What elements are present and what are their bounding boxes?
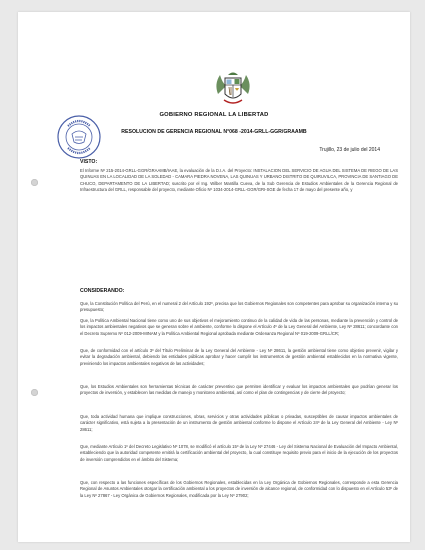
paragraph-visto: El Informe Nº 215-2014-GRLL-GGR/GRAAMB/IAAE, la evaluación de la D.I.A. del Proyecto: INSTALACION DEL SERVICIO DE AGUA DEL SISTEMA DE RIEGO DE LAS QUINUAS EN LA LOCALIDAD DE LA SOLEDAD - CAMARA PIEDRA NOVENA, LAS QUINUAS Y URBANO DISTRITO DE QUIRUVILCA, PROVINCIA DE SANTIAGO DE CHUCO, DEPARTAMENTO DE LA LIBERTAD; suscrito por el Ing. Wilber Mantilla Cueva, de la Sub Gerencia de Estudios Ambientales de la Gerencia Regional de Infraestructura del GRLL, responsable del proyecto, mediante Oficio Nº 1034-2014-GRLL-GGR/GRI-SGE de fecha 17 de mayo del presente año, y: [80, 168, 398, 193]
resolution-number: RESOLUCION DE GERENCIA REGIONAL N°068 -2014-GRLL-GGR/GRAAMB: [121, 129, 307, 135]
document-page: [18, 12, 410, 542]
document-issuer: GOBIERNO REGIONAL LA LIBERTAD: [159, 112, 269, 118]
section-heading-visto: VISTO:: [80, 159, 98, 165]
paragraph: Que, toda actividad humana que implique construcciones, obras, servicios y otras actividades públicas o privadas, susceptibles de causar impactos ambientales de carácter significativo, está sujeta a la presentación de un instrumento de gestión ambiental conforme lo dispone el Artículo 24º de la Ley General del Ambiente - Ley Nº 28611;: [80, 414, 398, 432]
paragraph: Que, la Política Ambiental Nacional tiene como uno de sus objetivos el mejoramiento continuo de la calidad de vida de las personas, mediante la prevención y control de los impactos ambientales negativos que se generan sobre el ambiente, conforme lo dispone el Artículo 4º de la Ley General del Ambiente, Ley Nº 28611; concordante con el Decreto Supremo Nº 012-2009-MINAM y la Política Ambiental Regional aprobada mediante Ordenanza Regional Nº 019-2009-GRLL/CR;: [80, 318, 398, 336]
punch-hole: [31, 389, 38, 396]
paragraph: Que, mediante Artículo 1º del Decreto Legislativo Nº 1078, se modificó el artículo 15º de la Ley Nº 27446 - Ley del Sistema Nacional de Evaluación del Impacto Ambiental, estableciendo que la autoridad competente emitirá la certificación ambiental del proyecto, la cual constituye requisito previo para el inicio de la ejecución de los proyectos de inversión comprendidos en el ámbito del Sistema;: [80, 444, 398, 462]
section-heading-considerando: CONSIDERANDO:: [80, 288, 125, 294]
paragraph: Que, con respecto a las funciones específicas de los Gobiernos Regionales, establecidas en la Ley Orgánica de Gobiernos Regionales, corresponde a esta Gerencia Regional de Asuntos Ambientales otorgar la certificación ambiental a los proyectos de inversión de alcance regional, de conformidad con lo dispuesto en el Artículo 53º de la Ley Nº 27867 - Ley Orgánica de Gobiernos Regionales, modificada por la Ley Nº 27902;: [80, 480, 398, 498]
gobierno-regional-seal-icon: [56, 114, 102, 160]
peru-coat-of-arms-icon: [210, 66, 256, 112]
punch-hole: [31, 179, 38, 186]
paragraph: Que, de conformidad con el artículo 3º del Título Preliminar de la Ley General del Ambiente - Ley Nº 28611, la gestión ambiental tiene como objetivo prevenir, vigilar y evitar la degradación ambiental, debiendo las entidades públicas aprobar y hacer cumplir los instrumentos de gestión ambiental establecidos en la normativa vigente, previniendo los impactos ambientales negativos de las actividades;: [80, 348, 398, 366]
paragraph: Que, los Estudios Ambientales son herramientas técnicas de carácter preventivo que permiten identificar y evaluar los impactos ambientales que podrían generar los proyectos de inversión, y establecen las medidas de manejo y monitoreo ambiental, así como el plan de contingencias y de cierre del proyecto;: [80, 384, 398, 396]
paragraph: Que, la Constitución Política del Perú, en el numeral 2 del Artículo 192º, precisa que los Gobiernos Regionales son competentes para aprobar su organización interna y su presupuesto;: [80, 301, 398, 313]
document-date: Trujillo, 23 de julio del 2014: [319, 147, 380, 153]
